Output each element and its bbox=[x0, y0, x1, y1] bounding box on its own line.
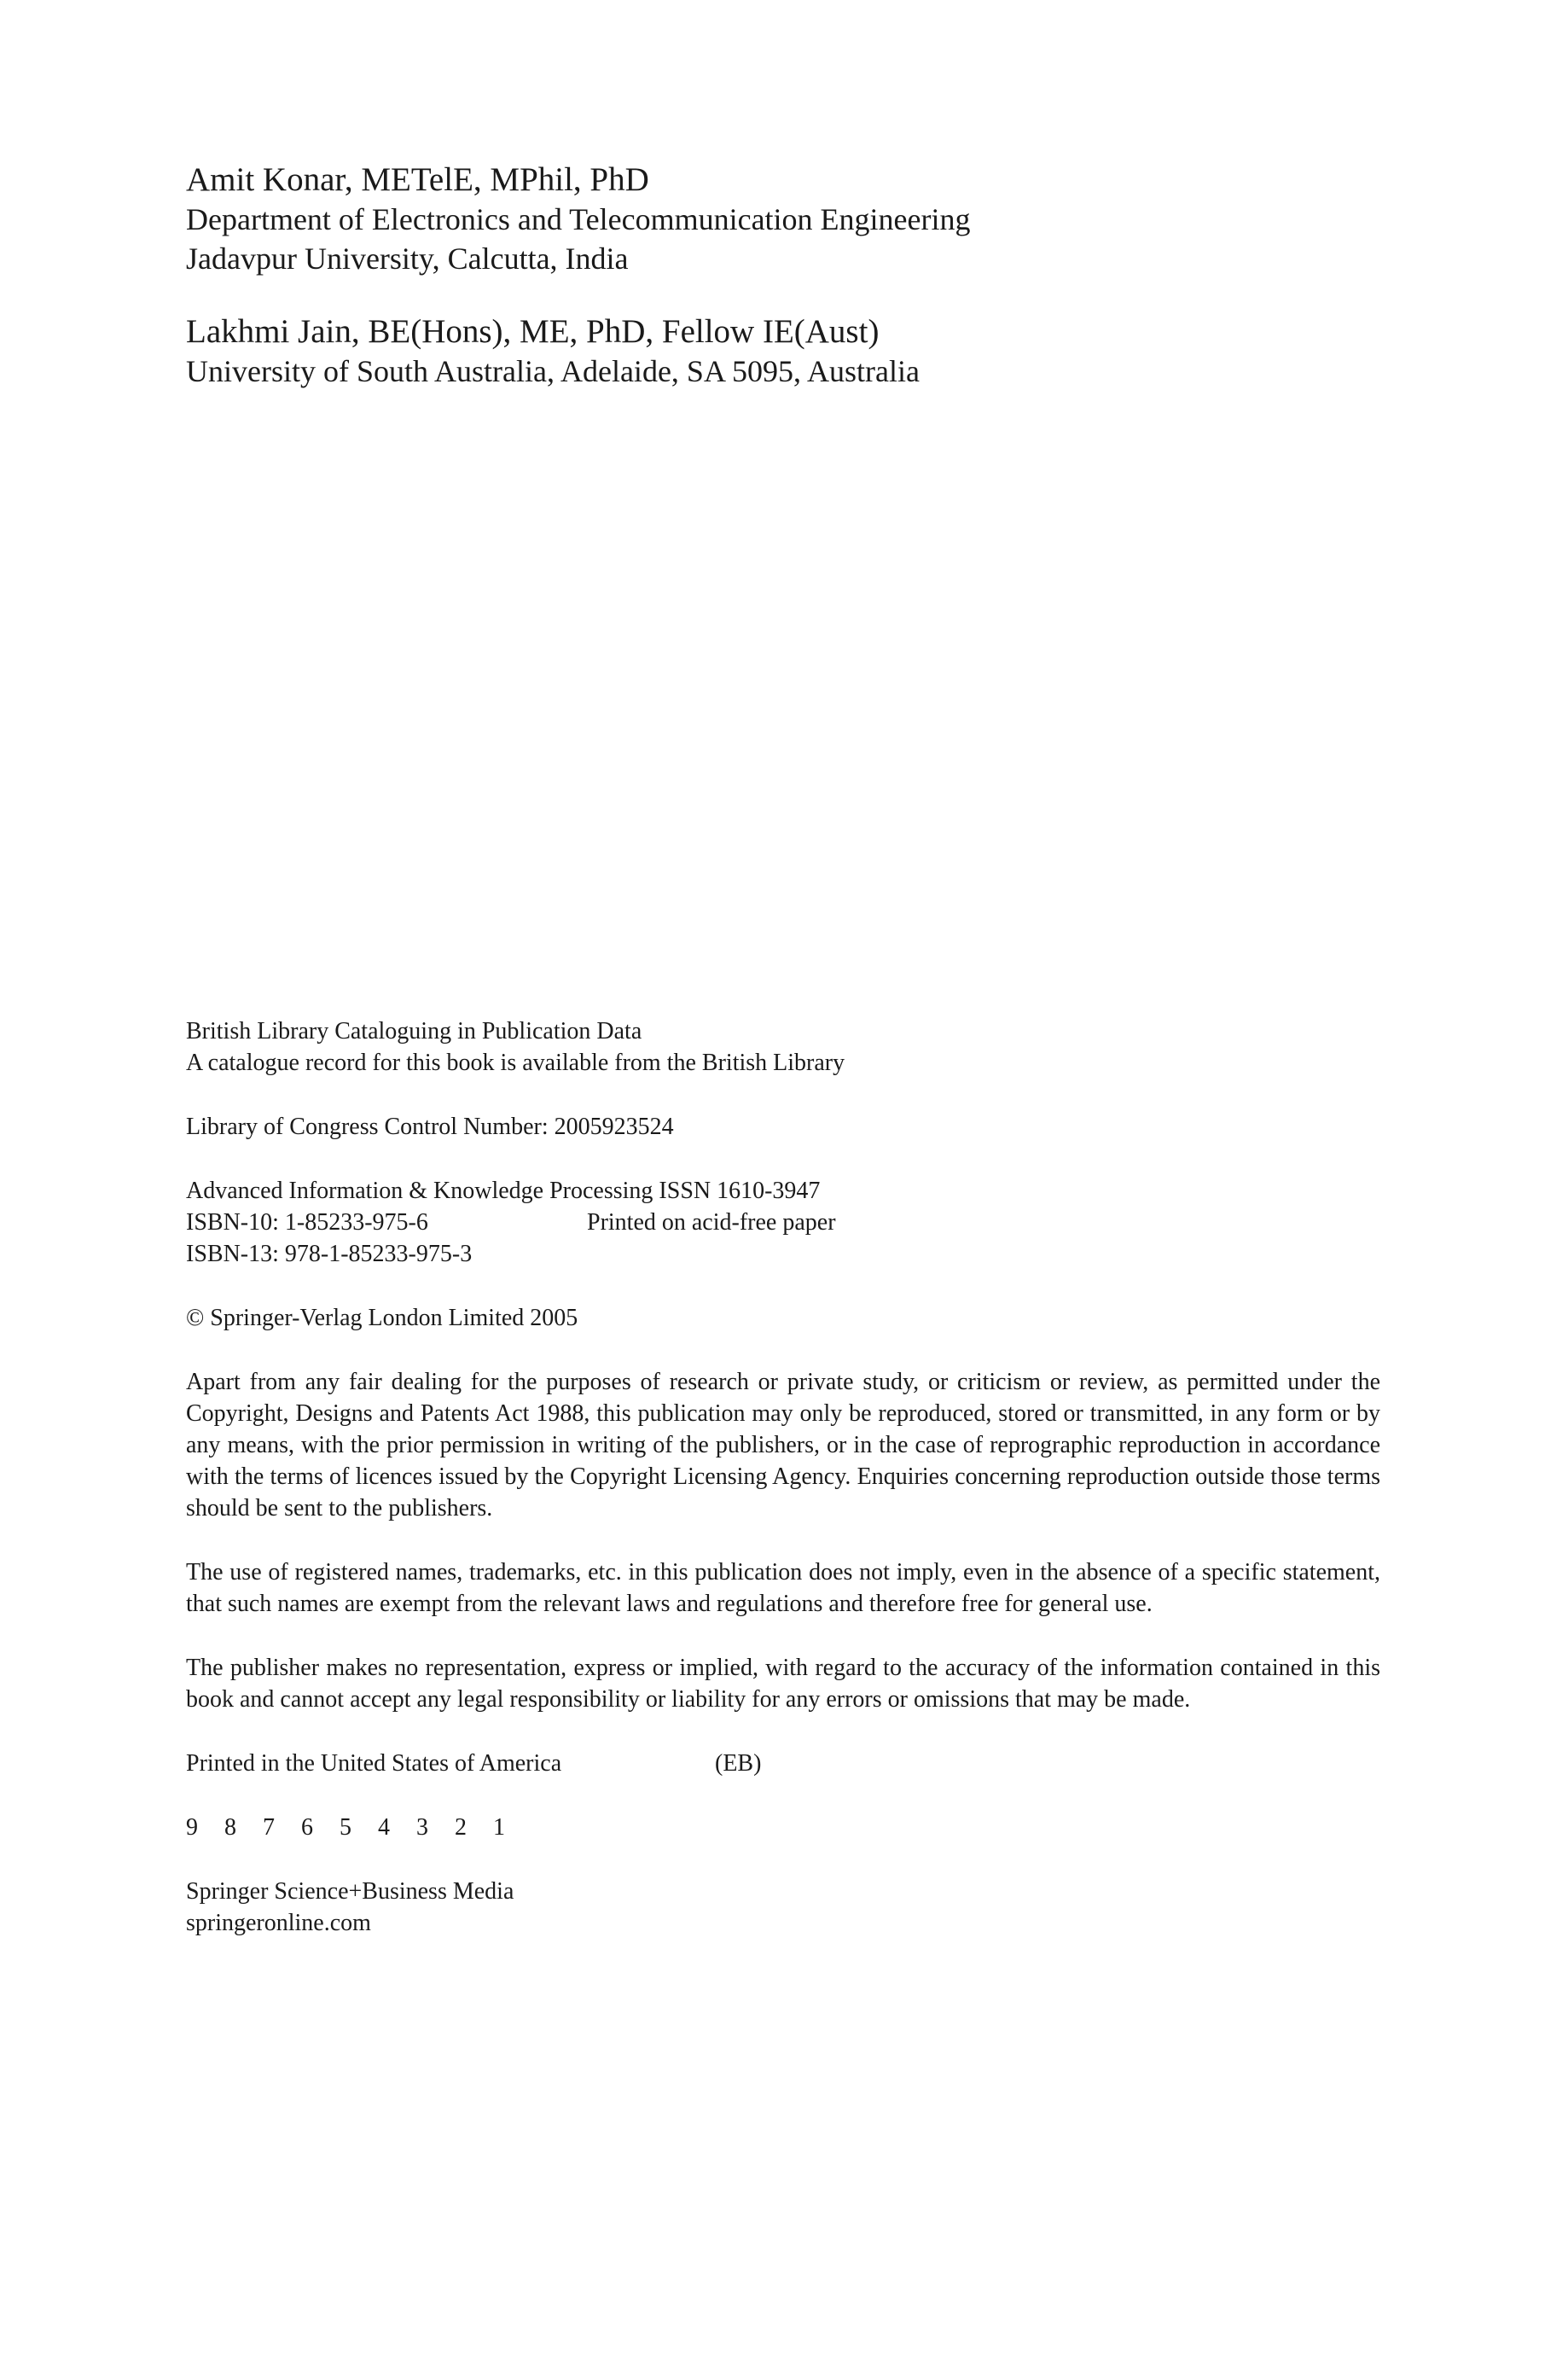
no-representation-paragraph: The publisher makes no representation, express or implied, with regard to the accuracy of the information contained in this book and cannot accept any legal responsibility or liability for any errors or omissions that may be made. bbox=[186, 1655, 1380, 1713]
author-affiliation: Jadavpur University, Calcutta, India bbox=[186, 241, 629, 276]
author-affiliation: Department of Electronics and Telecommunication Engineering bbox=[186, 202, 971, 236]
author-entry bbox=[186, 160, 971, 278]
isbn10: ISBN-10: 1-85233-975-6 bbox=[186, 1209, 428, 1236]
acid-free-note: Printed on acid-free paper bbox=[587, 1209, 836, 1236]
print-line-block bbox=[186, 1812, 1380, 1843]
author-name: Lakhmi Jain, BE(Hons), ME, PhD, Fellow IE(Aust) bbox=[186, 313, 880, 350]
trademarks-paragraph: The use of registered names, trademarks, etc. in this publication does not imply, even in the absence of a specific statement, that such names are exempt from the relevant laws and regulations and therefore free for general use. bbox=[186, 1559, 1380, 1617]
publisher-name: Springer Science+Business Media bbox=[186, 1878, 514, 1905]
publisher-website: springeronline.com bbox=[186, 1910, 371, 1936]
loc-line: Library of Congress Control Number: 2005923524 bbox=[186, 1114, 674, 1140]
copyright-line: © Springer-Verlag London Limited 2005 bbox=[186, 1305, 578, 1331]
author-entry bbox=[186, 312, 971, 391]
printer-code: (EB) bbox=[715, 1750, 762, 1777]
author-affiliation: University of South Australia, Adelaide, SA 5095, Australia bbox=[186, 354, 920, 388]
british-library-notice bbox=[186, 1015, 1380, 1079]
isbn10-row bbox=[186, 1207, 1380, 1238]
publisher-block bbox=[186, 1876, 1380, 1939]
author-name: Amit Konar, METelE, MPhil, PhD bbox=[186, 161, 649, 198]
copyright-notice bbox=[186, 1302, 1380, 1334]
isbn13: ISBN-13: 978-1-85233-975-3 bbox=[186, 1241, 473, 1267]
british-library-line: A catalogue record for this book is available from the British Library bbox=[186, 1050, 845, 1076]
series-issn: Advanced Information & Knowledge Processing ISSN 1610-3947 bbox=[186, 1178, 821, 1204]
imprint-block bbox=[186, 1015, 1380, 1971]
fair-dealing-paragraph: Apart from any fair dealing for the purposes of research or private study, or criticism or review, as permitted under the Copyright, Designs and Patents Act 1988, this publication may only be reproduced, stored or transmitted, in any form or by any means, with the prior permission in writing of the publishers, or in the case of reprographic reproduction in accordance with the terms of licences issued by the Copyright Licensing Agency. Enquiries concerning reproduction outside those terms should be sent to the publishers. bbox=[186, 1369, 1380, 1521]
authors-block bbox=[186, 160, 971, 391]
british-library-line: British Library Cataloguing in Publication Data bbox=[186, 1018, 642, 1044]
printed-in: Printed in the United States of America bbox=[186, 1750, 562, 1777]
print-number-line: 9 8 7 6 5 4 3 2 1 bbox=[186, 1814, 515, 1841]
isbn-block bbox=[186, 1175, 1380, 1270]
printed-in-row bbox=[186, 1748, 1380, 1779]
loc-control-number bbox=[186, 1111, 1380, 1143]
